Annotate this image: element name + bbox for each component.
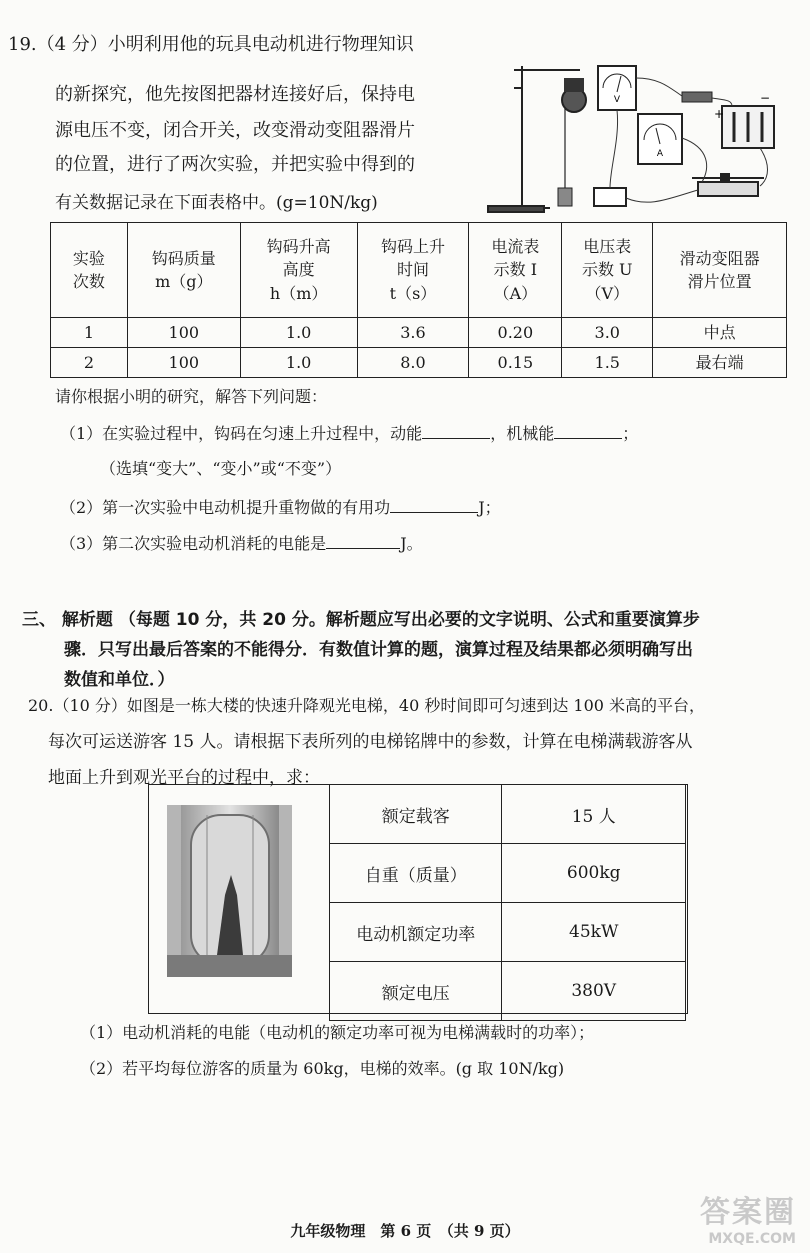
table-cell: 100	[127, 318, 240, 348]
watermark-line-2: MXQE.COM	[708, 1231, 796, 1247]
table-cell: 额定载客	[330, 785, 502, 844]
table-header-cell: 实验 次数	[51, 223, 128, 318]
table-header-cell: 滑动变阻器 滑片位置	[653, 223, 787, 318]
q19-part-3: （3）第二次实验电动机消耗的电能是 J。	[60, 530, 423, 554]
table-cell: 2	[51, 348, 128, 378]
q19-part-1-hint: （选填“变大”、“变小”或“不变”）	[100, 459, 342, 478]
q20-line-3: 地面上升到观光平台的过程中，求：	[48, 768, 320, 788]
table-cell: 15 人	[502, 785, 686, 844]
switch-icon	[682, 92, 712, 102]
q19-part-2: （2）第一次实验中电动机提升重物做的有用功 J；	[60, 494, 501, 518]
table-header-row	[51, 223, 787, 318]
page-footer: 九年级物理 第 6 页 （共 9 页）	[290, 1222, 520, 1240]
table-cell: 中点	[653, 318, 787, 348]
experiment-apparatus-figure	[470, 48, 790, 218]
q20-line-2: 每次可运送游客 15 人。请根据下表所列的电梯铭牌中的参数，计算在电梯满载游客从	[48, 732, 693, 752]
table-cell: 1.5	[562, 348, 653, 378]
table-cell: 最右端	[653, 348, 787, 378]
table-row	[330, 903, 686, 962]
svg-text:A: A	[656, 149, 664, 159]
section-3-line-3: 数值和单位．）	[64, 670, 175, 690]
answer-blank-electric-energy[interactable]	[326, 530, 400, 549]
q20-line-1: 20.（10 分）如图是一栋大楼的快速升降观光电梯，40 秒时间即可匀速到达 100 米高的平台，	[28, 696, 706, 715]
section-3-heading	[22, 605, 792, 695]
table-cell: 100	[127, 348, 240, 378]
hook-weight-icon	[558, 188, 572, 206]
section-3-line-1: 三、 解析题 （每题 10 分，共 20 分。解析题应写出必要的文字说明、公式和重要演算步	[22, 610, 700, 630]
table-cell: 8.0	[357, 348, 469, 378]
q20-part-2: （2）若平均每位游客的质量为 60kg，电梯的效率。(g 取 10N/kg)	[80, 1059, 565, 1078]
table-header-cell: 钩码升高 高度 h（m）	[240, 223, 357, 318]
q19-line-3: 源电压不变，闭合开关，改变滑动变阻器滑片	[55, 120, 415, 141]
section-3-line-2: 骤．只写出最后答案的不能得分．有数值计算的题，演算过程及结果都必须明确写出	[64, 640, 693, 660]
table-cell: 1.0	[240, 348, 357, 378]
q19-line-2: 的新探究，他先按图把器材连接好后，保持电	[55, 84, 415, 105]
q19-line-4: 的位置，进行了两次实验，并把实验中得到的	[55, 154, 415, 175]
motor-icon	[564, 78, 584, 92]
q19-line-5: 有关数据记录在下面表格中。(g=10N/kg)	[55, 193, 378, 213]
table-cell: 3.6	[357, 318, 469, 348]
svg-text:V: V	[613, 95, 621, 105]
q19-line-1: 19.（4 分）小明利用他的玩具电动机进行物理知识	[8, 34, 414, 55]
q20-part-1: （1）电动机消耗的电能（电动机的额定功率可视为电梯满载时的功率）；	[80, 1023, 595, 1042]
q19-intro: 请你根据小明的研究，解答下列问题：	[55, 387, 328, 406]
rheostat-icon	[692, 173, 764, 196]
table-header-cell: 钩码上升 时间 t（s）	[357, 223, 469, 318]
table-cell: 电动机额定功率	[330, 903, 502, 962]
table-cell: 45kW	[502, 903, 686, 962]
watermark-line-1: 答案圈	[700, 1195, 796, 1230]
answer-blank-kinetic[interactable]	[422, 420, 490, 439]
table-row	[51, 318, 787, 348]
elevator-spec-table	[329, 784, 686, 1021]
table-row	[330, 962, 686, 1021]
q19-part-1: （1）在实验过程中，钩码在匀速上升过程中，动能 ，机械能 ；	[60, 420, 638, 444]
table-header-cell: 电压表 示数 U （V）	[562, 223, 653, 318]
ammeter-icon	[638, 114, 682, 164]
watermark-logo	[700, 1187, 796, 1247]
table-cell: 600kg	[502, 844, 686, 903]
table-row	[51, 348, 787, 378]
voltmeter-icon	[598, 66, 636, 110]
q20-text	[28, 688, 793, 796]
table-cell: 额定电压	[330, 962, 502, 1021]
answer-blank-useful-work[interactable]	[390, 494, 478, 513]
table-cell: 1	[51, 318, 128, 348]
table-header-cell: 钩码质量 m（g）	[127, 223, 240, 318]
answer-blank-mechanical[interactable]	[554, 420, 622, 439]
table-header-cell: 电流表 示数 I （A）	[469, 223, 562, 318]
table-cell: 自重（质量）	[330, 844, 502, 903]
terminal-board-icon	[594, 188, 626, 206]
table-cell: 380V	[502, 962, 686, 1021]
table-cell: 0.20	[469, 318, 562, 348]
q19-data-table	[50, 222, 787, 378]
table-row	[330, 785, 686, 844]
table-cell: 3.0	[562, 318, 653, 348]
table-row	[330, 844, 686, 903]
svg-text:+: +	[714, 107, 725, 121]
elevator-photo	[167, 805, 292, 977]
table-cell: 1.0	[240, 318, 357, 348]
svg-text:−: −	[760, 91, 771, 105]
table-cell: 0.15	[469, 348, 562, 378]
